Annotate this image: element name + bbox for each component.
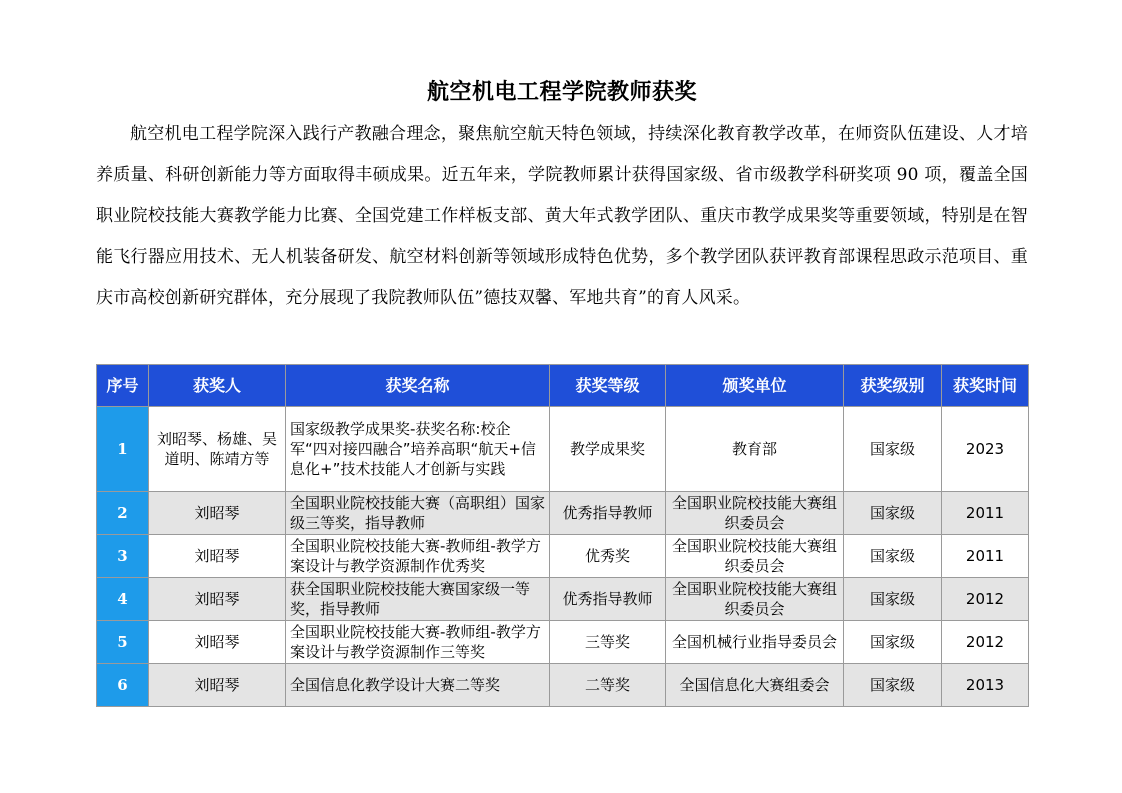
row-winner: 刘昭琴 <box>149 492 286 535</box>
row-award-name: 国家级教学成果奖-获奖名称:校企军“四对接四融合”培养高职“航天+信息化+”技术技能人才创新与实践 <box>286 407 550 492</box>
awards-table <box>96 364 1029 707</box>
row-award-year: 2013 <box>942 664 1029 707</box>
row-winner: 刘昭琴 <box>149 578 286 621</box>
row-award-year: 2011 <box>942 492 1029 535</box>
table-row <box>97 578 1029 621</box>
row-index: 4 <box>97 578 149 621</box>
row-award-level: 国家级 <box>844 407 942 492</box>
header-award-level: 获奖级别 <box>844 365 942 407</box>
table-row <box>97 664 1029 707</box>
header-award-name: 获奖名称 <box>286 365 550 407</box>
table-row <box>97 535 1029 578</box>
row-award-year: 2012 <box>942 621 1029 664</box>
row-award-grade: 优秀指导教师 <box>550 578 666 621</box>
row-index: 1 <box>97 407 149 492</box>
header-issuer: 颁奖单位 <box>666 365 844 407</box>
row-award-name: 全国信息化教学设计大赛二等奖 <box>286 664 550 707</box>
document-page <box>96 70 1028 694</box>
row-award-level: 国家级 <box>844 621 942 664</box>
row-award-name: 获全国职业院校技能大赛国家级一等奖，指导教师 <box>286 578 550 621</box>
row-award-name: 全国职业院校技能大赛-教师组-教学方案设计与教学资源制作三等奖 <box>286 621 550 664</box>
row-winner: 刘昭琴、杨雄、吴道明、陈靖方等 <box>149 407 286 492</box>
header-index: 序号 <box>97 365 149 407</box>
row-award-year: 2012 <box>942 578 1029 621</box>
row-issuer: 全国职业院校技能大赛组织委员会 <box>666 492 844 535</box>
row-award-level: 国家级 <box>844 492 942 535</box>
row-winner: 刘昭琴 <box>149 535 286 578</box>
table-row <box>97 621 1029 664</box>
row-issuer: 全国职业院校技能大赛组织委员会 <box>666 535 844 578</box>
row-award-year: 2011 <box>942 535 1029 578</box>
row-award-level: 国家级 <box>844 664 942 707</box>
row-award-grade: 优秀指导教师 <box>550 492 666 535</box>
row-award-grade: 三等奖 <box>550 621 666 664</box>
row-award-year: 2023 <box>942 407 1029 492</box>
row-award-grade: 优秀奖 <box>550 535 666 578</box>
row-award-level: 国家级 <box>844 578 942 621</box>
header-winner: 获奖人 <box>149 365 286 407</box>
row-index: 3 <box>97 535 149 578</box>
row-issuer: 全国机械行业指导委员会 <box>666 621 844 664</box>
intro-paragraph: 航空机电工程学院深入践行产教融合理念，聚焦航空航天特色领域，持续深化教育教学改革，在师资队伍建设、人才培养质量、科研创新能力等方面取得丰硕成果。近五年来，学院教师累计获得国家级、省市级教学科研奖项 90 项，覆盖全国职业院校技能大赛教学能力比赛、全国党建工作样板支部、黄大年式教学团队、重庆市教学成果奖等重要领域，特别是在智能飞行器应用技术、无人机装备研发、航空材料创新等领域形成特色优势，多个教学团队获评教育部课程思政示范项目、重庆市高校创新研究群体，充分展现了我院教师队伍”德技双馨、军地共育”的育人风采。 <box>96 124 1028 308</box>
table-row <box>97 492 1029 535</box>
table-row <box>97 407 1029 492</box>
header-award-grade: 获奖等级 <box>550 365 666 407</box>
row-index: 5 <box>97 621 149 664</box>
row-award-grade: 二等奖 <box>550 664 666 707</box>
row-award-level: 国家级 <box>844 535 942 578</box>
row-winner: 刘昭琴 <box>149 621 286 664</box>
row-winner: 刘昭琴 <box>149 664 286 707</box>
header-award-year: 获奖时间 <box>942 365 1029 407</box>
row-award-grade: 教学成果奖 <box>550 407 666 492</box>
page-title: 航空机电工程学院教师获奖 <box>426 79 697 105</box>
row-index: 2 <box>97 492 149 535</box>
row-index: 6 <box>97 664 149 707</box>
row-award-name: 全国职业院校技能大赛（高职组）国家级三等奖，指导教师 <box>286 492 550 535</box>
row-issuer: 全国职业院校技能大赛组织委员会 <box>666 578 844 621</box>
table-header-row <box>97 365 1029 407</box>
row-issuer: 全国信息化大赛组委会 <box>666 664 844 707</box>
row-award-name: 全国职业院校技能大赛-教师组-教学方案设计与教学资源制作优秀奖 <box>286 535 550 578</box>
row-issuer: 教育部 <box>666 407 844 492</box>
